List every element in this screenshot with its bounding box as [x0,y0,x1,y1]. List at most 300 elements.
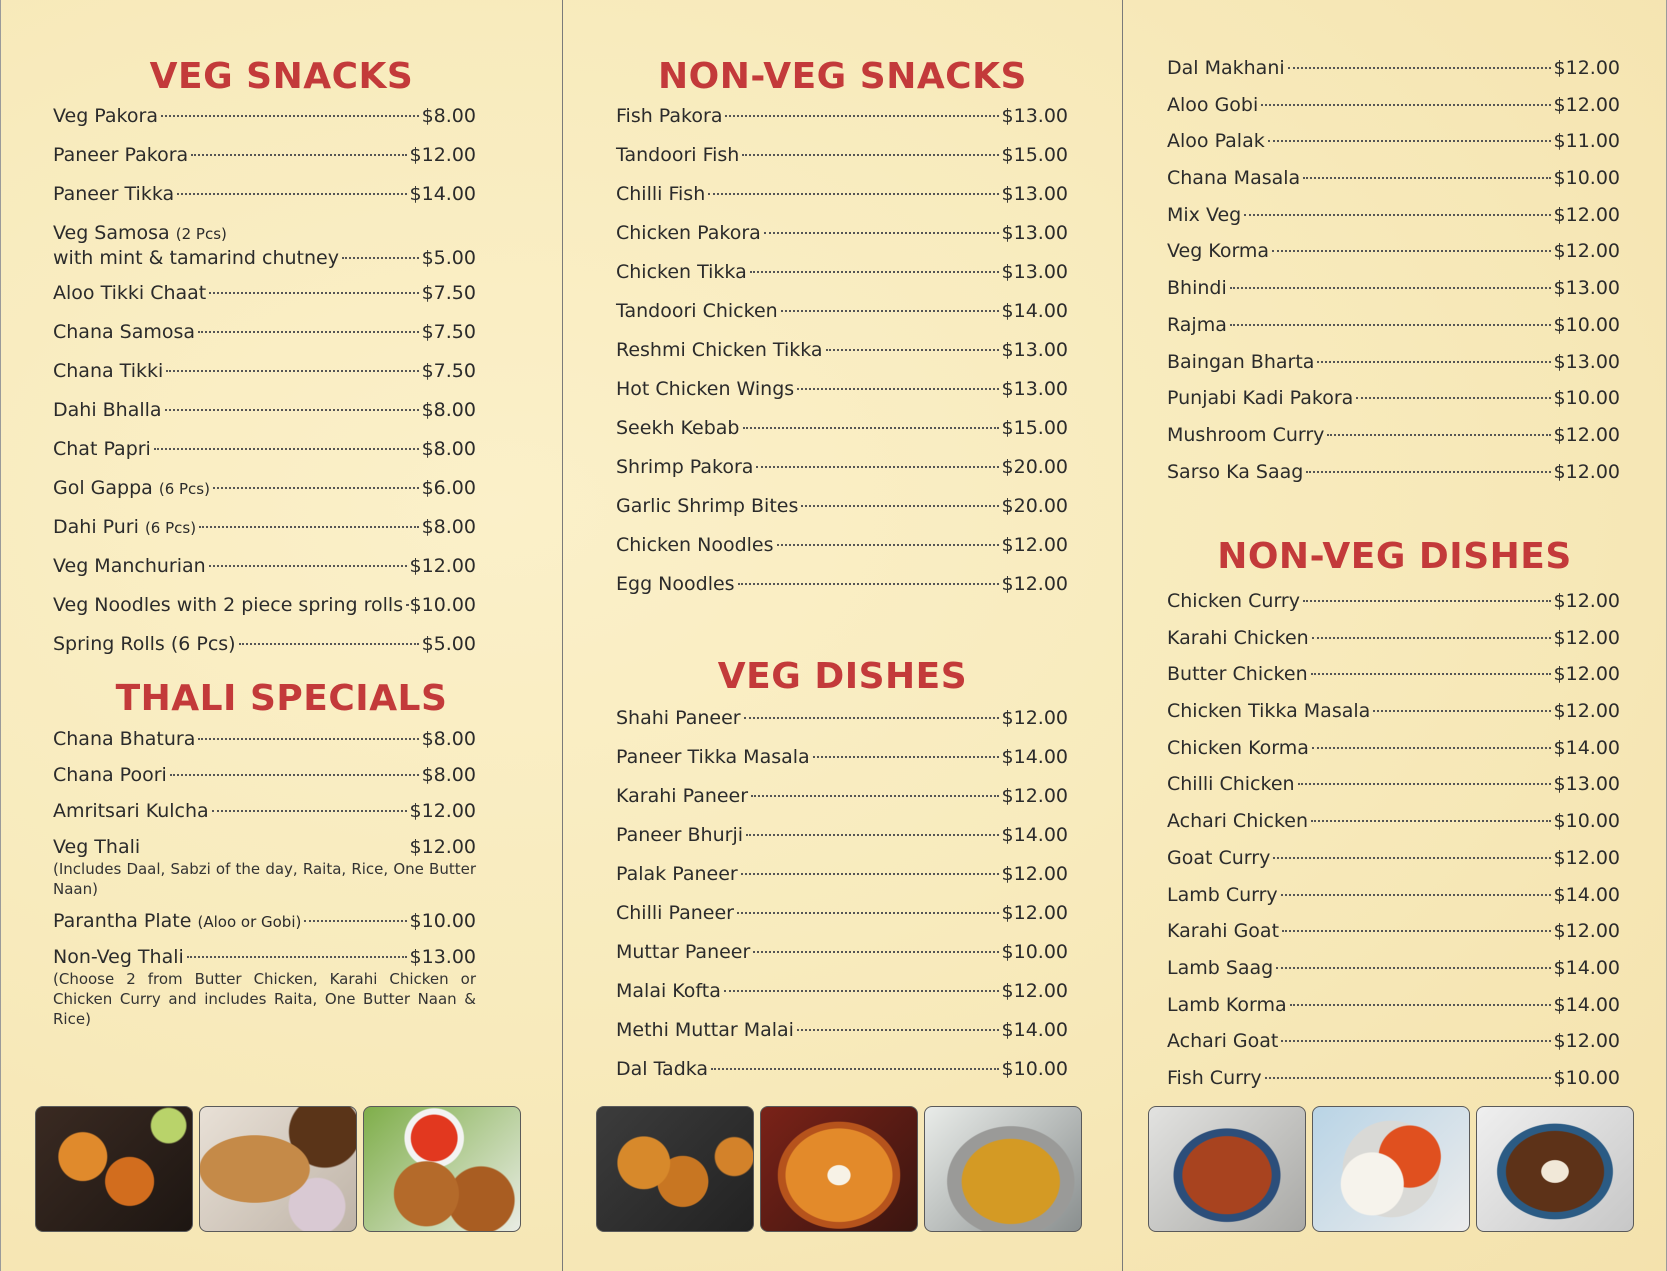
dal-tadka-photo [924,1106,1082,1232]
item-name-text: Amritsari Kulcha [53,800,209,822]
menu-item [53,763,476,799]
dot-leader [777,543,999,546]
item-price: $8.00 [421,728,476,750]
item-price: $13.00 [1001,222,1068,244]
item-price: $15.00 [1001,417,1068,439]
menu-item [1167,626,1620,663]
menu-item [53,632,476,671]
dot-leader [1230,323,1551,326]
item-price: $10.00 [1001,1058,1068,1080]
item-name-text: Parantha Plate [53,910,192,932]
dot-leader [813,755,999,758]
item-name [53,763,167,787]
item-name [1167,93,1258,117]
menu-item [53,727,476,763]
item-name-text: Goat Curry [1167,846,1271,869]
item-price: $12.00 [1553,57,1620,79]
item-name-text: Bhindi [1167,277,1227,300]
item-price: $12.00 [1553,460,1620,483]
item-price: $8.00 [421,764,476,786]
menu-item [616,784,1068,823]
menu-item [53,221,476,281]
item-price: $14.00 [1553,956,1620,979]
dot-leader [1281,1039,1550,1042]
item-price: $8.00 [421,399,476,422]
item-price: $5.00 [421,633,476,656]
menu-item [1167,239,1620,276]
dot-leader [737,911,999,914]
item-name [1167,313,1227,337]
photo-strip-right [1148,1106,1634,1232]
item-name-text: Karahi Goat [1167,920,1280,943]
item-name-text: Mushroom Curry [1167,423,1325,446]
dot-leader [1356,396,1550,399]
item-price: $14.00 [1001,746,1068,768]
item-name [616,823,743,847]
item-name [53,104,158,128]
item-name [53,835,140,859]
item-price: $12.00 [409,836,476,858]
dot-leader [1268,139,1551,142]
item-name-text: Chicken Tikka Masala [1167,700,1371,723]
dot-leader [198,737,418,740]
item-price: $12.00 [1553,203,1620,226]
item-name-text: Malai Kofta [616,980,721,1002]
menu-item [616,260,1068,299]
item-name-text: Butter Chicken [1167,663,1308,686]
veg-dishes-list [616,706,1068,1096]
dot-leader [1373,709,1550,712]
dot-leader [744,716,999,719]
item-name [53,593,403,617]
dot-leader [1281,893,1551,896]
item-price: $12.00 [1553,663,1620,686]
item-qty: (6 Pcs) [158,480,210,499]
item-price: $12.00 [409,555,476,578]
thali-specials-heading: THALI SPECIALS [115,678,448,719]
menu-item [1167,56,1620,93]
menu-item [1167,846,1620,883]
item-name [53,909,301,934]
item-qty: (Aloo or Gobi) [197,913,302,931]
menu-item [1167,809,1620,846]
aloo-tikki-photo [363,1106,521,1232]
menu-panel-left [0,0,562,1271]
item-price: $12.00 [1553,700,1620,723]
item-price: $12.00 [1001,980,1068,1002]
item-name [616,745,810,769]
item-name-text: Chicken Noodles [616,534,774,556]
menu-item [1167,129,1620,166]
item-name [616,533,774,557]
menu-item-row [53,246,476,270]
item-name-text: Veg Pakora [53,105,158,127]
item-name [1167,809,1308,833]
item-name [616,1018,794,1042]
butter-chicken-rice-photo [1312,1106,1470,1232]
item-name [616,299,778,323]
dot-leader [199,525,419,528]
menu-item [53,281,476,320]
veg-snacks-list [53,104,476,671]
item-name-text: Chilli Chicken [1167,773,1295,796]
item-price: $13.00 [1001,183,1068,205]
fish-pakora-photo [596,1106,754,1232]
item-name-text: Veg Noodles with 2 piece spring rolls [53,594,404,617]
dot-leader [708,192,998,195]
item-name [1167,589,1300,613]
item-subtitle: with mint & tamarind chutney [53,247,339,269]
dot-leader [304,919,406,922]
dot-leader [1265,1076,1551,1079]
item-name-text: Chana Samosa [53,321,196,344]
dot-leader [753,950,998,953]
item-price: $13.00 [1001,261,1068,283]
menu-item [53,515,476,554]
item-name-text: Shrimp Pakora [616,456,754,478]
item-price: $12.00 [1001,573,1068,595]
item-name [616,901,734,925]
menu-item [1167,1029,1620,1066]
item-price: $12.00 [1001,902,1068,924]
item-qty: (6 Pcs) [144,519,197,538]
item-name-text: Chana Tikki [53,360,164,383]
item-name [53,799,209,823]
photo-strip-left [35,1106,521,1232]
non-veg-snacks-heading: NON-VEG SNACKS [658,56,1027,97]
menu-item [616,143,1068,182]
menu-item [1167,313,1620,350]
menu-item [1167,350,1620,387]
item-price: $10.00 [409,594,476,617]
item-name-text: Chicken Korma [1167,736,1309,759]
menu-item [616,745,1068,784]
item-name [616,104,722,128]
menu-item [616,940,1068,979]
item-name-text: Achari Goat [1167,1030,1279,1053]
menu-panel-right [1122,0,1667,1271]
item-name [616,260,747,284]
menu-item [616,979,1068,1018]
menu-item [1167,919,1620,956]
menu-item [53,799,476,835]
item-name-text: Reshmi Chicken Tikka [616,339,823,361]
menu-item [616,416,1068,455]
dot-leader [751,794,998,797]
item-name [616,706,741,730]
dot-leader [1311,819,1551,822]
dot-leader [1303,599,1551,602]
item-price: $14.00 [1001,300,1068,322]
item-price: $10.00 [1553,1066,1620,1089]
item-price: $13.00 [409,946,476,968]
item-name [1167,883,1278,907]
menu-item [616,299,1068,338]
item-name-text: Shahi Paneer [616,707,741,729]
non-veg-dishes-heading: NON-VEG DISHES [1217,536,1572,577]
item-price: $12.00 [409,144,476,166]
item-price: $14.00 [1553,993,1620,1016]
item-name-text: Fish Curry [1167,1066,1262,1089]
dot-leader [1282,929,1550,932]
menu-item [53,835,476,899]
menu-item [53,143,476,182]
item-name-text: Dal Tadka [616,1058,709,1080]
item-price: $12.00 [1553,590,1620,612]
item-name [616,377,794,401]
item-name [1167,350,1314,374]
item-price: $12.00 [1553,240,1620,263]
dot-leader [1303,176,1550,179]
item-name [1167,919,1279,943]
item-name [1167,386,1353,410]
item-name [1167,423,1324,447]
item-name-text: Paneer Bhurji [616,824,744,846]
menu-item-row [53,835,476,859]
item-name [53,281,206,305]
item-price: $12.00 [409,800,476,822]
menu-item [616,1018,1068,1057]
item-price: $10.00 [1553,810,1620,833]
menu-item [616,221,1068,260]
item-name [616,940,750,964]
item-name-text: Aloo Palak [1167,130,1265,153]
item-price: $12.00 [1553,93,1620,116]
item-name [53,554,206,578]
item-name [1167,662,1308,686]
item-name-text: Chicken Curry [1167,590,1300,612]
item-name-text: Lamb Korma [1167,993,1287,1016]
item-name-text: Sarso Ka Saag [1167,460,1304,483]
non-veg-dishes-list [1167,589,1620,1103]
item-name [616,338,823,362]
goat-curry-photo [1148,1106,1306,1232]
menu-item [1167,736,1620,773]
item-price: $7.50 [421,321,476,344]
item-name-text: Hot Chicken Wings [616,378,795,400]
item-price: $12.00 [1553,626,1620,649]
item-price: $14.00 [1001,1019,1068,1041]
item-name [616,182,705,206]
dot-leader [1276,966,1550,969]
item-name [1167,956,1273,980]
menu-item [1167,662,1620,699]
menu-item [616,572,1068,611]
menu-item [616,533,1068,572]
item-name [1167,276,1227,300]
item-name-text: Chilli Paneer [616,902,734,924]
item-name [616,862,738,886]
dot-leader [213,486,419,489]
non-veg-snacks-list [616,104,1068,611]
dot-leader [165,408,419,411]
menu-item [1167,883,1620,920]
item-name-text: Methi Muttar Malai [616,1019,794,1041]
menu-item [616,182,1068,221]
item-name [53,727,195,751]
menu-item [1167,166,1620,203]
item-name-text: Mix Veg [1167,203,1242,226]
item-price: $14.00 [1001,824,1068,846]
dot-leader [170,773,419,776]
item-name-text: Chana Bhatura [53,728,196,750]
menu-item [1167,956,1620,993]
dot-leader [750,270,999,273]
item-name [1167,129,1265,153]
item-name [53,221,227,246]
menu-item [53,104,476,143]
item-name-text: Aloo Tikki Chaat [53,282,207,305]
menu-item [1167,386,1620,423]
dot-leader [1290,1003,1551,1006]
item-name [53,359,163,383]
dot-leader [797,1028,999,1031]
menu-item [53,554,476,593]
item-price: $20.00 [1001,456,1068,478]
menu-item [53,909,476,945]
item-name-text: Muttar Paneer [616,941,751,963]
item-name-text: Lamb Curry [1167,883,1278,906]
menu-item [616,1057,1068,1096]
item-name-text: Garlic Shrimp Bites [616,495,799,517]
item-name [53,143,188,167]
dot-leader [756,465,998,468]
item-name-text: Chilli Fish [616,183,706,205]
item-name-text: Spring Rolls (6 Pcs) [53,633,236,656]
item-name [616,416,740,440]
item-name-text: Fish Pakora [616,105,723,127]
dot-leader [342,256,419,259]
item-name-text: Chicken Tikka [616,261,747,283]
item-name [53,945,184,969]
item-name-text: Chana Masala [1167,167,1301,190]
dot-leader [801,504,998,507]
item-name-text: Karahi Chicken [1167,626,1309,649]
item-name [616,979,721,1003]
menu-item [1167,1066,1620,1103]
item-name [616,455,753,479]
menu-item [1167,276,1620,313]
item-name-text: Chicken Pakora [616,222,761,244]
item-price: $11.00 [1553,130,1620,153]
item-price: $10.00 [1001,941,1068,963]
item-name-text: Paneer Pakora [53,144,189,166]
item-name [53,182,174,206]
dot-leader [161,114,419,117]
dot-leader [797,387,998,390]
item-name [1167,736,1309,760]
item-name [53,515,196,540]
item-price: $6.00 [421,477,476,500]
item-name-text: Punjabi Kadi Pakora [1167,387,1354,410]
item-name-text: Chana Poori [53,764,167,786]
dot-leader [741,872,999,875]
dot-leader [1244,213,1550,216]
item-name [1167,239,1269,263]
menu-item [616,901,1068,940]
item-name [616,221,761,245]
dot-leader [166,369,418,372]
item-price: $14.00 [1553,736,1620,759]
menu-item [616,494,1068,533]
item-name [53,632,236,656]
item-price: $12.00 [1553,920,1620,943]
dot-leader [1230,286,1551,289]
item-price: $20.00 [1001,495,1068,517]
item-name [616,494,798,518]
menu-item [53,593,476,632]
item-name-text: Tandoori Chicken [616,300,778,322]
dot-leader [738,582,999,585]
paneer-pakora-photo [35,1106,193,1232]
item-name-text: Achari Chicken [1167,810,1309,833]
item-price: $13.00 [1001,339,1068,361]
item-name [1167,203,1241,227]
dot-leader [746,833,999,836]
veg-snacks-heading: VEG SNACKS [149,56,414,97]
item-price: $12.00 [1553,846,1620,869]
menu-item [1167,772,1620,809]
item-name-text: Dahi Bhalla [53,399,162,422]
veg-dishes-continued-list [1167,56,1620,496]
item-name [616,143,739,167]
dot-leader [1317,360,1550,363]
item-price: $12.00 [1001,863,1068,885]
item-price: $10.00 [1553,167,1620,190]
menu-item [53,437,476,476]
paneer-curry-photo [760,1106,918,1232]
dot-leader [1312,636,1551,639]
item-price: $13.00 [1001,378,1068,400]
dot-leader [764,231,999,234]
item-price: $13.00 [1553,277,1620,300]
item-name-text: Non-Veg Thali [53,946,184,968]
item-name-text: Karahi Paneer [616,785,749,807]
menu-panel-middle [562,0,1122,1271]
dot-leader [711,1067,998,1070]
item-name [616,572,735,596]
menu-item [1167,699,1620,736]
dal-makhani-photo [1476,1106,1634,1232]
dot-leader [1311,672,1551,675]
dot-leader [743,426,999,429]
item-name-text: Palak Paneer [616,863,738,885]
item-name-text: Veg Samosa [53,222,170,244]
item-price: $12.00 [1001,785,1068,807]
dot-leader [742,153,998,156]
dot-leader [1261,103,1550,106]
item-name [1167,846,1270,870]
item-name-text: Veg Thali [53,836,141,858]
menu-item [53,945,476,1029]
item-name-text: Aloo Gobi [1167,93,1259,116]
item-name [1167,699,1370,723]
menu-item [1167,589,1620,626]
item-name-text: Gol Gappa [53,477,153,500]
item-name [1167,772,1295,796]
dot-leader [781,309,999,312]
item-name [1167,993,1287,1017]
menu-item [616,862,1068,901]
item-name-text: Veg Korma [1167,240,1270,263]
item-name-text: Dahi Puri [53,516,139,539]
dot-leader [212,809,407,812]
dot-leader [724,989,999,992]
item-name [1167,56,1285,80]
dot-leader [191,153,406,156]
menu-item [1167,93,1620,130]
menu-item [616,377,1068,416]
